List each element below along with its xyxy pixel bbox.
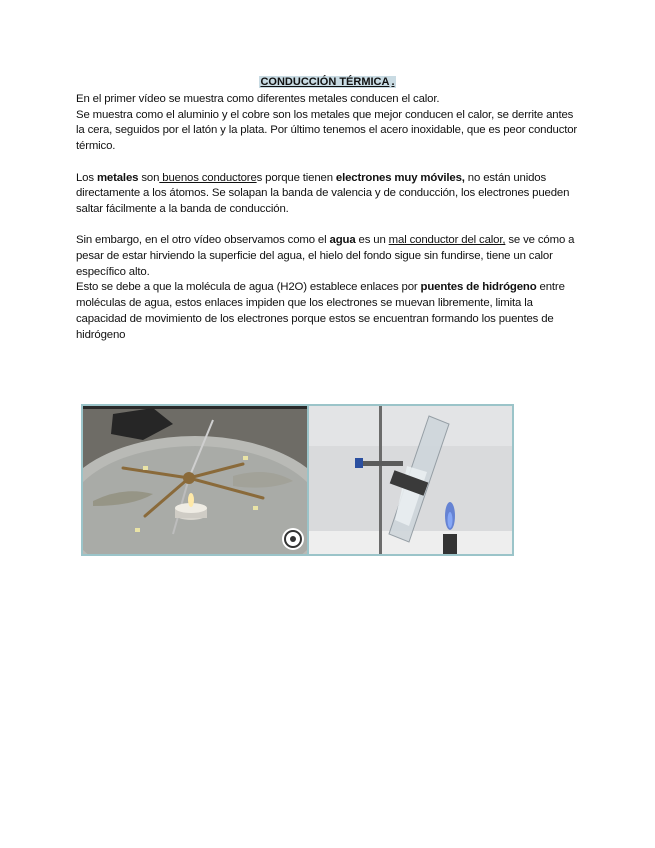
- paragraph-intro-line1: En el primer vídeo se muestra como diferentes metales conducen el calor.: [76, 93, 440, 105]
- bold-agua: agua: [329, 234, 356, 247]
- experiment-photos: [81, 404, 514, 556]
- text-run: entre moléculas de agua, estos enlaces impiden que los electrones se muevan libremente, limita la capacidad de movimiento de los electrones porque estos se encuentran formando los puentes de hidrógeno: [76, 281, 565, 341]
- metals-conduction-photo: [83, 406, 307, 554]
- title-text: CONDUCCIÓN TÉRMICA: [260, 76, 390, 88]
- paragraph-metals: [76, 171, 581, 218]
- document-title: [0, 75, 655, 89]
- underlined-mal-conductor: mal conductor del calor,: [388, 234, 506, 247]
- text-run: es un: [355, 234, 389, 247]
- document-body: [76, 92, 581, 343]
- bold-electrones-moviles: electrones muy móviles,: [335, 171, 465, 184]
- text-run: Los: [76, 171, 97, 184]
- paragraph-intro-line2: Se muestra como el aluminio y el cobre son los metales que mejor conducen el calor, se derrite antes la cera, seguidos por el latón y la plata. Por último tenemos el acero inoxidable, que es peor conductor térmico.: [76, 108, 578, 153]
- bold-puentes-hidrogeno: puentes de hidrógeno: [420, 281, 537, 294]
- text-run: se ve cómo a pesar de estar hirviendo la superficie del agua, el hielo del fondo sigue sin fundirse, tiene un calor específico alto.: [76, 234, 575, 278]
- water-test-tube-photo: [309, 406, 512, 554]
- paragraph-water: [76, 233, 581, 280]
- paragraph-hydrogen-bonds: [76, 280, 581, 343]
- text-run: no están unidos directamente a los átomos. Se solapan la banda de valencia y de conducción, los electrones pueden saltar fácilmente a la banda de conducción.: [76, 171, 570, 215]
- text-run: Sin embargo, en el otro vídeo observamos como el: [76, 234, 330, 247]
- text-run: Esto se debe a que la molécula de agua (H2O) establece enlaces por: [76, 281, 421, 294]
- text-run: s porque tienen: [256, 171, 336, 184]
- bold-metales: metales: [96, 171, 139, 184]
- text-run: son: [138, 171, 160, 184]
- underlined-buenos-conductores: buenos conductore: [159, 171, 257, 184]
- title-suffix: .: [391, 76, 395, 88]
